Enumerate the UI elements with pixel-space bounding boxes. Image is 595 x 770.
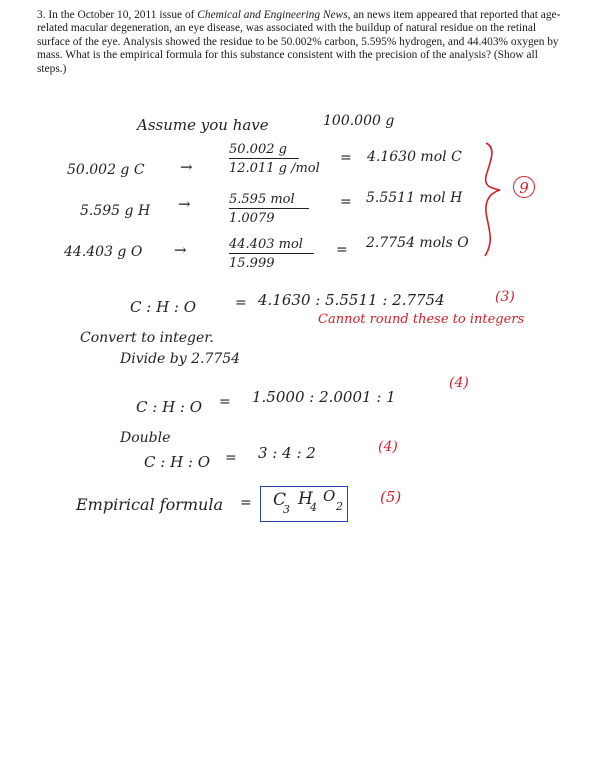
oxygen-arrow: → [174,241,187,259]
divided-ratio-label: C : H : O [136,398,203,416]
ratio-equals: = [235,295,247,311]
empirical-formula-equals: = [240,495,252,511]
ratio-values: 4.1630 : 5.5511 : 2.7754 [258,291,445,309]
hydrogen-arrow: → [178,195,191,213]
doubled-ratio-values: 3 : 4 : 2 [258,444,316,462]
carbon-given: 50.002 g C [67,162,145,178]
hydrogen-denominator: 1.0079 [229,211,275,226]
cannot-round-note: Cannot round these to integers [318,312,525,327]
divided-ratio-equals: = [219,394,231,410]
convert-text: Convert to integer. [80,330,214,346]
assume-text: Assume you have [137,116,269,134]
hydrogen-equals: = [340,194,352,210]
double-text: Double [120,430,171,446]
rows-score-circle: 9 [513,176,535,198]
doubled-ratio-label: C : H : O [144,453,211,471]
oxygen-denominator: 15.999 [229,256,275,271]
empirical-formula-box [260,486,348,522]
assume-mass: 100.000 g [323,113,395,129]
problem-text-start: 3. In the October 10, 2011 issue of [37,9,198,21]
carbon-denominator: 12.011 g /mol [229,161,320,176]
ratio-label: C : H : O [130,298,197,316]
hydrogen-moles: 5.5511 mol H [366,190,463,206]
journal-title: Chemical and Engineering News [197,9,348,21]
doubled-ratio-score: (4) [378,439,398,455]
formula-oxygen-subscript: 2 [336,500,343,513]
oxygen-given: 44.403 g O [64,244,143,260]
carbon-numerator: 50.002 g [229,142,287,157]
divide-text: Divide by 2.7754 [120,351,241,367]
formula-hydrogen: H [298,489,313,509]
doubled-ratio-equals: = [225,450,237,466]
empirical-formula-label: Empirical formula [76,495,224,514]
ratio-score: (3) [495,289,515,305]
problem-text-rest: , an news item appeared that reported that age-related macular degeneration, an eye disease, was associated with the buildup of natural residue on the retinal surface of the eye. Analysis showed the residue to be 50.002% carbon, 5.595% hydrogen, and 44.403% oxygen by mass. What is the empirical formula for this substance consistent with the precision of the analysis? (Show all steps.) [37,9,561,75]
oxygen-equals: = [336,242,348,258]
carbon-moles: 4.1630 mol C [367,149,462,165]
hydrogen-given: 5.595 g H [80,203,151,219]
carbon-arrow: → [180,158,193,176]
formula-hydrogen-subscript: 4 [310,501,317,514]
oxygen-numerator: 44.403 mol [229,237,303,252]
divided-ratio-score: (4) [449,375,469,391]
oxygen-moles: 2.7754 mols O [366,235,469,251]
hydrogen-numerator: 5.595 mol [229,192,295,207]
carbon-equals: = [340,150,352,166]
formula-carbon: C [273,490,287,510]
formula-carbon-subscript: 3 [283,503,290,516]
divided-ratio-values: 1.5000 : 2.0001 : 1 [252,388,396,406]
formula-oxygen: O [323,487,336,505]
empirical-formula-score: (5) [380,488,402,506]
